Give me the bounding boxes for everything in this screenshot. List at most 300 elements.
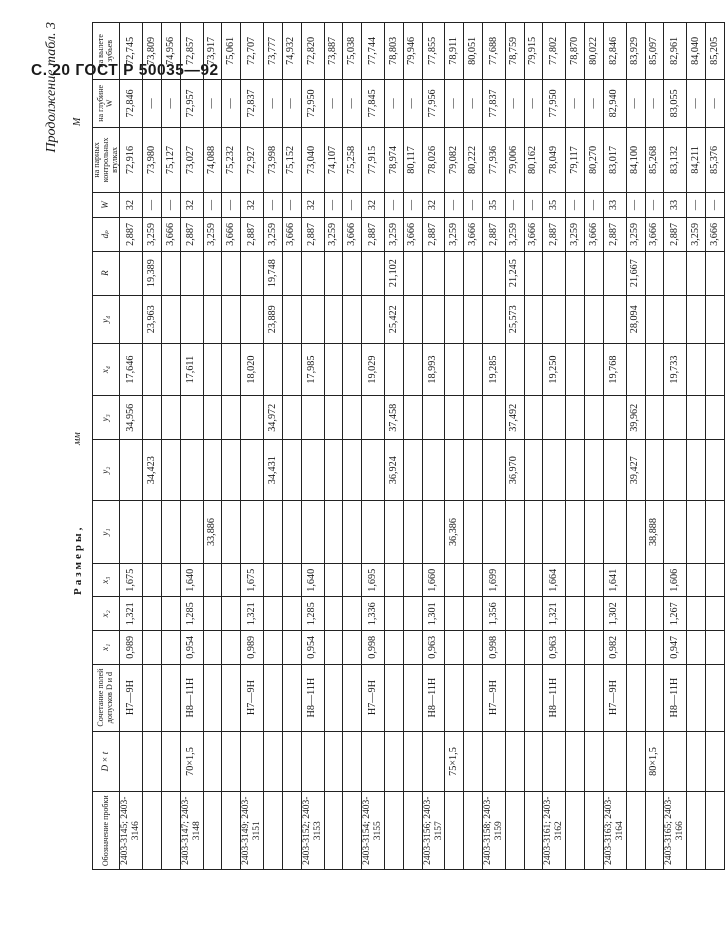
cell-m-pair: 85,268 [645, 127, 664, 192]
cell-y2 [222, 440, 241, 501]
cell-x1 [203, 631, 222, 665]
col-designation: Обозначение пробки [93, 792, 120, 870]
cell-designation [626, 792, 645, 870]
table-row [324, 23, 343, 870]
cell-x3 [464, 563, 483, 597]
cell-y2: 39,427 [626, 440, 645, 501]
cell-x4 [143, 343, 162, 395]
cell-m-pair: 78,026 [422, 127, 445, 192]
cell-m-pair: 75,152 [282, 127, 301, 192]
cell-w: 33 [664, 192, 687, 217]
cell-m-depth: 77,837 [483, 79, 506, 127]
cell-x1 [282, 631, 301, 665]
cell-dp: 3,259 [566, 218, 585, 252]
cell-x2: 1,285 [180, 597, 203, 631]
cell-y1 [422, 501, 445, 564]
cell-x4 [264, 343, 283, 395]
cell-y2 [162, 440, 181, 501]
cell-y4 [362, 295, 385, 343]
cell-x2 [705, 597, 724, 631]
cell-m-depth: — [585, 79, 604, 127]
cell-x4 [445, 343, 464, 395]
cell-y3 [180, 396, 203, 440]
cell-tolerance: H8—11H [180, 664, 203, 731]
cell-dxt [687, 731, 706, 792]
cell-m-depth: — [282, 79, 301, 127]
cell-designation: 2403-3147; 2403-3148 [180, 792, 203, 870]
cell-y2 [603, 440, 626, 501]
cell-y4 [282, 295, 301, 343]
cell-y4 [664, 295, 687, 343]
cell-y1 [687, 501, 706, 564]
cell-w: — [505, 192, 524, 217]
cell-w: — [585, 192, 604, 217]
cell-m-depth: — [524, 79, 543, 127]
cell-r [645, 251, 664, 295]
col-x4: x₄ [93, 343, 120, 395]
cell-y2 [664, 440, 687, 501]
cell-m-pair: 79,006 [505, 127, 524, 192]
cell-x3 [222, 563, 241, 597]
cell-y4 [464, 295, 483, 343]
cell-x2 [585, 597, 604, 631]
cell-designation [143, 792, 162, 870]
table-row [403, 23, 422, 870]
cell-m-base: 77,688 [483, 23, 506, 80]
cell-m-depth: 77,845 [362, 79, 385, 127]
col-x1: x₁ [93, 631, 120, 665]
cell-y3: 34,972 [264, 396, 283, 440]
cell-designation: 2403-3145; 2403-3146 [120, 792, 143, 870]
table-row [362, 23, 385, 870]
cell-y4: 25,422 [384, 295, 403, 343]
cell-r [362, 251, 385, 295]
cell-m-base: 72,820 [301, 23, 324, 80]
cell-x3 [203, 563, 222, 597]
cell-m-pair: 84,211 [687, 127, 706, 192]
cell-x2 [566, 597, 585, 631]
cell-r [483, 251, 506, 295]
cell-m-base: 74,932 [282, 23, 301, 80]
table-row [483, 23, 506, 870]
cell-r [343, 251, 362, 295]
cell-dp: 3,259 [264, 218, 283, 252]
col-m-incl: на вылете зубьев [93, 23, 120, 80]
cell-y1 [483, 501, 506, 564]
cell-x1 [505, 631, 524, 665]
cell-x4 [566, 343, 585, 395]
table-row [264, 23, 283, 870]
cell-designation [585, 792, 604, 870]
cell-y2 [324, 440, 343, 501]
cell-x4: 18,020 [241, 343, 264, 395]
cell-y2 [203, 440, 222, 501]
cell-w: — [203, 192, 222, 217]
cell-designation [403, 792, 422, 870]
cell-dxt [626, 731, 645, 792]
cell-w: 33 [603, 192, 626, 217]
cell-x4 [464, 343, 483, 395]
cell-y4 [162, 295, 181, 343]
cell-dxt [664, 731, 687, 792]
cell-y3 [241, 396, 264, 440]
cell-y2 [464, 440, 483, 501]
cell-dp: 2,887 [120, 218, 143, 252]
cell-y2 [343, 440, 362, 501]
cell-designation [222, 792, 241, 870]
cell-x1 [162, 631, 181, 665]
table-row [705, 23, 724, 870]
col-x3: x₃ [93, 563, 120, 597]
cell-y4 [585, 295, 604, 343]
cell-r: 19,748 [264, 251, 283, 295]
cell-w: 32 [120, 192, 143, 217]
cell-designation: 2403-3158; 2403-3159 [483, 792, 506, 870]
cell-y1 [324, 501, 343, 564]
cell-x3 [343, 563, 362, 597]
cell-tolerance [505, 664, 524, 731]
cell-designation [645, 792, 664, 870]
cell-dxt [422, 731, 445, 792]
cell-x4 [384, 343, 403, 395]
cell-m-base: 75,038 [343, 23, 362, 80]
cell-y4 [241, 295, 264, 343]
cell-r [162, 251, 181, 295]
cell-dp: 2,887 [543, 218, 566, 252]
cell-w: — [705, 192, 724, 217]
cell-y4 [222, 295, 241, 343]
cell-designation: 2403-3149; 2403-3151 [241, 792, 264, 870]
col-dxt: D × t [93, 731, 120, 792]
cell-y2 [483, 440, 506, 501]
cell-y1 [143, 501, 162, 564]
cell-m-pair: 80,270 [585, 127, 604, 192]
cell-dp: 2,887 [362, 218, 385, 252]
cell-x2 [505, 597, 524, 631]
cell-r [422, 251, 445, 295]
cell-y3 [222, 396, 241, 440]
cell-tolerance [264, 664, 283, 731]
cell-x2 [626, 597, 645, 631]
cell-m-depth: — [566, 79, 585, 127]
cell-x3 [626, 563, 645, 597]
cell-dp: 3,666 [222, 218, 241, 252]
cell-x3 [403, 563, 422, 597]
cell-x2: 1,302 [603, 597, 626, 631]
cell-y1 [343, 501, 362, 564]
cell-m-pair: 75,258 [343, 127, 362, 192]
cell-designation [524, 792, 543, 870]
cell-m-pair: 72,916 [120, 127, 143, 192]
cell-m-base: 77,855 [422, 23, 445, 80]
cell-w: — [566, 192, 585, 217]
table-row [162, 23, 181, 870]
cell-y4 [687, 295, 706, 343]
cell-m-base: 74,956 [162, 23, 181, 80]
data-table [92, 22, 725, 870]
table-row [603, 23, 626, 870]
cell-x4: 19,733 [664, 343, 687, 395]
cell-x3 [687, 563, 706, 597]
cell-dp: 3,259 [203, 218, 222, 252]
cell-tolerance [324, 664, 343, 731]
cell-r [203, 251, 222, 295]
cell-tolerance [585, 664, 604, 731]
cell-dxt [282, 731, 301, 792]
cell-x1 [705, 631, 724, 665]
cell-y2 [362, 440, 385, 501]
cell-y1 [180, 501, 203, 564]
table-row [445, 23, 464, 870]
cell-y2 [543, 440, 566, 501]
cell-x3 [445, 563, 464, 597]
cell-x1: 0,947 [664, 631, 687, 665]
col-m-depth: на глубине W [93, 79, 120, 127]
cell-y4 [705, 295, 724, 343]
cell-m-depth: 72,950 [301, 79, 324, 127]
cell-x1 [403, 631, 422, 665]
cell-dp: 2,887 [664, 218, 687, 252]
cell-y3 [705, 396, 724, 440]
cell-y3 [543, 396, 566, 440]
cell-r [301, 251, 324, 295]
cell-dxt [603, 731, 626, 792]
cell-w: 32 [422, 192, 445, 217]
cell-y4 [343, 295, 362, 343]
cell-dp: 3,259 [324, 218, 343, 252]
cell-m-depth: — [445, 79, 464, 127]
cell-m-pair: 73,027 [180, 127, 203, 192]
cell-dxt: 80×1,5 [645, 731, 664, 792]
cell-y4 [403, 295, 422, 343]
cell-x2 [324, 597, 343, 631]
cell-dp: 3,666 [403, 218, 422, 252]
cell-dxt [324, 731, 343, 792]
cell-x4 [585, 343, 604, 395]
cell-y3 [343, 396, 362, 440]
cell-w: — [403, 192, 422, 217]
cell-y1 [524, 501, 543, 564]
cell-tolerance [384, 664, 403, 731]
cell-m-pair: 79,117 [566, 127, 585, 192]
col-r: R [93, 251, 120, 295]
cell-y4: 23,963 [143, 295, 162, 343]
cell-m-base: 72,707 [241, 23, 264, 80]
cell-m-pair: 80,222 [464, 127, 483, 192]
cell-x4 [524, 343, 543, 395]
cell-dp: 3,259 [384, 218, 403, 252]
cell-dxt [222, 731, 241, 792]
cell-y1 [301, 501, 324, 564]
cell-x2: 1,285 [301, 597, 324, 631]
cell-x3 [505, 563, 524, 597]
cell-y3 [585, 396, 604, 440]
cell-x2 [343, 597, 362, 631]
cell-x4 [403, 343, 422, 395]
cell-m-base: 77,802 [543, 23, 566, 80]
cell-y1 [464, 501, 483, 564]
cell-y3 [464, 396, 483, 440]
cell-tolerance [403, 664, 422, 731]
table-caption: Продолжение табл. 3 [44, 22, 59, 153]
cell-x3 [324, 563, 343, 597]
cell-m-base: 79,946 [403, 23, 422, 80]
table-row [524, 23, 543, 870]
cell-y3 [445, 396, 464, 440]
cell-w: — [384, 192, 403, 217]
cell-dxt [264, 731, 283, 792]
cell-x3 [384, 563, 403, 597]
table-row [282, 23, 301, 870]
cell-dxt [403, 731, 422, 792]
cell-dxt [301, 731, 324, 792]
cell-y4 [324, 295, 343, 343]
cell-x2: 1,336 [362, 597, 385, 631]
cell-tolerance: H7—9H [483, 664, 506, 731]
col-y3: y₃ [93, 396, 120, 440]
cell-r: 21,667 [626, 251, 645, 295]
cell-m-base: 78,870 [566, 23, 585, 80]
cell-y2 [301, 440, 324, 501]
cell-y4: 23,889 [264, 295, 283, 343]
cell-dp: 3,259 [143, 218, 162, 252]
cell-m-base: 72,745 [120, 23, 143, 80]
col-x2: x₂ [93, 597, 120, 631]
cell-designation [566, 792, 585, 870]
cell-x1: 0,982 [603, 631, 626, 665]
units-label: мм [72, 432, 83, 445]
cell-designation [705, 792, 724, 870]
col-dp: dₚ [93, 218, 120, 252]
cell-y4: 28,094 [626, 295, 645, 343]
cell-x3 [143, 563, 162, 597]
cell-r: 21,245 [505, 251, 524, 295]
cell-tolerance [626, 664, 645, 731]
cell-r: 21,102 [384, 251, 403, 295]
cell-m-pair: 72,927 [241, 127, 264, 192]
cell-dp: 2,887 [483, 218, 506, 252]
cell-r [603, 251, 626, 295]
cell-y1: 36,386 [445, 501, 464, 564]
cell-m-depth: — [505, 79, 524, 127]
cell-tolerance [282, 664, 301, 731]
cell-y1 [603, 501, 626, 564]
rotated-table-area [34, 20, 720, 870]
cell-y2 [524, 440, 543, 501]
cell-y4: 25,573 [505, 295, 524, 343]
cell-x3: 1,699 [483, 563, 506, 597]
cell-designation [445, 792, 464, 870]
cell-designation [162, 792, 181, 870]
cell-tolerance [464, 664, 483, 731]
cell-x4 [222, 343, 241, 395]
table-row [180, 23, 203, 870]
cell-dp: 2,887 [241, 218, 264, 252]
cell-x2: 1,356 [483, 597, 506, 631]
cell-x1: 0,954 [180, 631, 203, 665]
table-row [664, 23, 687, 870]
cell-x2: 1,321 [120, 597, 143, 631]
cell-y4 [120, 295, 143, 343]
cell-y3 [524, 396, 543, 440]
cell-y4 [566, 295, 585, 343]
cell-y3 [403, 396, 422, 440]
cell-x3: 1,695 [362, 563, 385, 597]
cell-dp: 3,666 [343, 218, 362, 252]
cell-x4 [705, 343, 724, 395]
cell-tolerance [343, 664, 362, 731]
cell-m-pair: 73,040 [301, 127, 324, 192]
cell-y4 [543, 295, 566, 343]
cell-x2: 1,301 [422, 597, 445, 631]
cell-m-base: 80,022 [585, 23, 604, 80]
cell-x3 [585, 563, 604, 597]
cell-y2: 36,970 [505, 440, 524, 501]
cell-x4: 19,029 [362, 343, 385, 395]
cell-dxt [143, 731, 162, 792]
cell-designation: 2403-3152; 2403-3153 [301, 792, 324, 870]
cell-y1 [362, 501, 385, 564]
cell-x1 [143, 631, 162, 665]
cell-designation [687, 792, 706, 870]
table-row [343, 23, 362, 870]
cell-x1: 0,998 [362, 631, 385, 665]
cell-m-depth: — [403, 79, 422, 127]
cell-y3 [324, 396, 343, 440]
cell-y2 [585, 440, 604, 501]
cell-m-pair: 84,100 [626, 127, 645, 192]
cell-y2 [120, 440, 143, 501]
cell-designation [505, 792, 524, 870]
cell-x1 [524, 631, 543, 665]
cell-y3 [282, 396, 301, 440]
cell-x4 [324, 343, 343, 395]
cell-dxt: 70×1,5 [180, 731, 203, 792]
cell-x3 [645, 563, 664, 597]
cell-y3 [143, 396, 162, 440]
cell-dp: 3,666 [162, 218, 181, 252]
cell-m-pair: 75,232 [222, 127, 241, 192]
cell-x3: 1,675 [120, 563, 143, 597]
cell-y3 [162, 396, 181, 440]
cell-m-base: 78,911 [445, 23, 464, 80]
cell-x4: 18,993 [422, 343, 445, 395]
cell-x3: 1,675 [241, 563, 264, 597]
cell-r [566, 251, 585, 295]
cell-designation: 2403-3161; 2403-3162 [543, 792, 566, 870]
cell-m-depth: — [143, 79, 162, 127]
cell-x1: 0,998 [483, 631, 506, 665]
cell-w: — [222, 192, 241, 217]
col-y4: y₄ [93, 295, 120, 343]
cell-y1: 38,888 [645, 501, 664, 564]
cell-r: 19,389 [143, 251, 162, 295]
table-row [422, 23, 445, 870]
cell-w: — [282, 192, 301, 217]
cell-x2 [264, 597, 283, 631]
cell-m-depth: 77,950 [543, 79, 566, 127]
cell-dxt [705, 731, 724, 792]
cell-m-depth: 72,837 [241, 79, 264, 127]
cell-r [543, 251, 566, 295]
cell-x4 [626, 343, 645, 395]
cell-y2: 34,423 [143, 440, 162, 501]
cell-y1 [264, 501, 283, 564]
table-row [505, 23, 524, 870]
cell-x3 [566, 563, 585, 597]
table-row [143, 23, 162, 870]
cell-tolerance: H7—9H [241, 664, 264, 731]
